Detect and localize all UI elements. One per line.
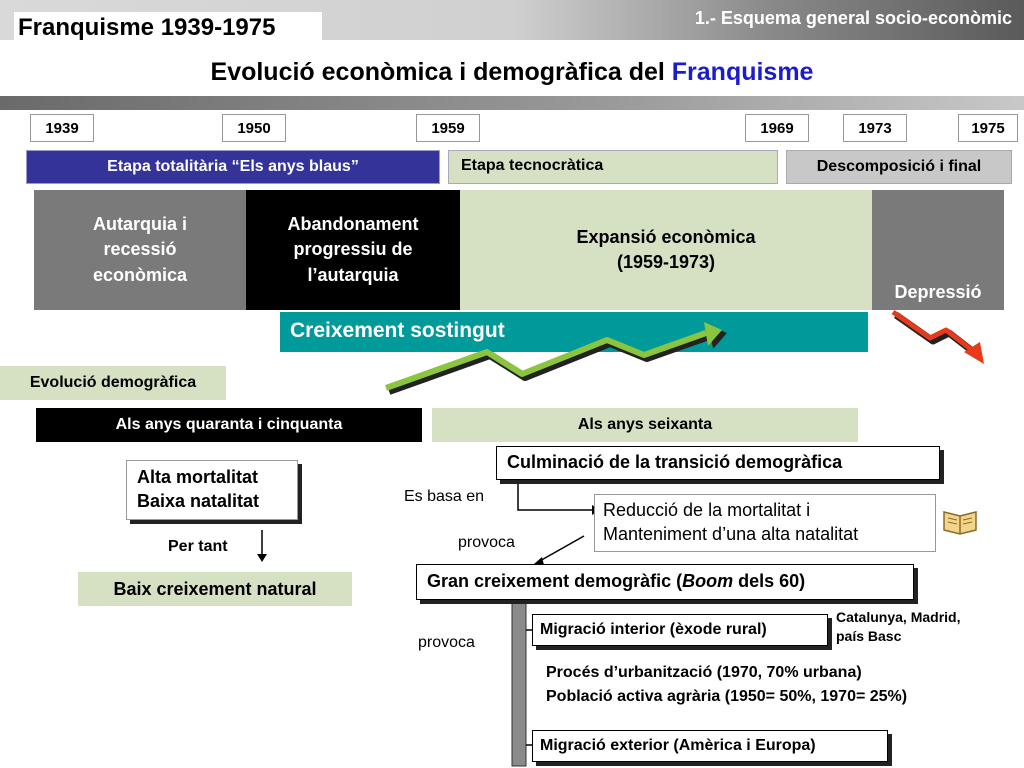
provoca-label-1: provoca [458,534,515,551]
stage-technocratic: Etapa tecnocràtica [448,150,778,184]
year-1973: 1973 [843,114,907,142]
high-mortality: Alta mortalitat [137,467,259,487]
year-1950: 1950 [222,114,286,142]
low-birth: Baixa natalitat [137,491,260,512]
demography-label: Evolució demogràfica [0,366,226,400]
regions-line1: Catalunya, Madrid, [836,609,961,625]
year-1959: 1959 [416,114,480,142]
main-title-highlight: Franquisme [671,58,814,86]
period-sixties: Als anys seixanta [432,408,858,442]
reduction-line2: Manteniment d’una alta natalitat [603,524,859,545]
block-depression: Depressió [894,282,982,302]
big-growth-suffix: dels 60) [733,571,806,591]
big-growth-prefix: Gran creixement demogràfic ( [427,571,683,591]
year-1975: 1975 [958,114,1018,142]
es-basa-en-label: Es basa en [404,488,485,505]
main-title-prefix: Evolució econòmica i demogràfica del [210,58,665,86]
per-tant-label: Per tant [168,538,228,555]
reduction-box [594,494,936,552]
big-growth-boom: Boom [682,571,734,591]
active-population-text: Població activa agrària (1950= 50%, 1970= 25%) [546,688,908,705]
regions-label [836,608,960,646]
year-1939: 1939 [30,114,94,142]
block-autarky: Autarquia i recessió econòmica [34,190,246,310]
year-1969: 1969 [745,114,809,142]
internal-migration-box: Migració interior (èxode rural) [532,614,828,646]
book-icon [940,506,980,541]
culmination-box: Culminació de la transició demogràfica [496,446,940,480]
mortality-natality-box [126,460,298,520]
block-abandonment: Abandonament progressiu de l’autarquia [246,190,460,310]
block-expansion: Expansió econòmica (1959-1973) [460,190,872,310]
low-growth-box: Baix creixement natural [78,572,352,606]
stage-totalitarian: Etapa totalitària “Els anys blaus” [26,150,440,184]
section-title: 1.- Esquema general socio-econòmic [694,8,1012,28]
sustained-growth-label: Creixement sostingut [280,312,868,352]
big-growth-box [416,564,914,600]
stage-decomposition: Descomposició i final [786,150,1012,184]
urbanization-text: Procés d’urbanització (1970, 70% urbana) [546,664,862,681]
regions-line2: país Basc [836,627,902,644]
provoca-label-2: provoca [418,634,475,651]
reduction-line1: Reducció de la mortalitat i [603,500,811,520]
header-title: Franquisme 1939-1975 [18,14,276,41]
period-forties-fifties: Als anys quaranta i cinquanta [36,408,422,442]
external-migration-box: Migració exterior (Amèrica i Europa) [532,730,888,762]
